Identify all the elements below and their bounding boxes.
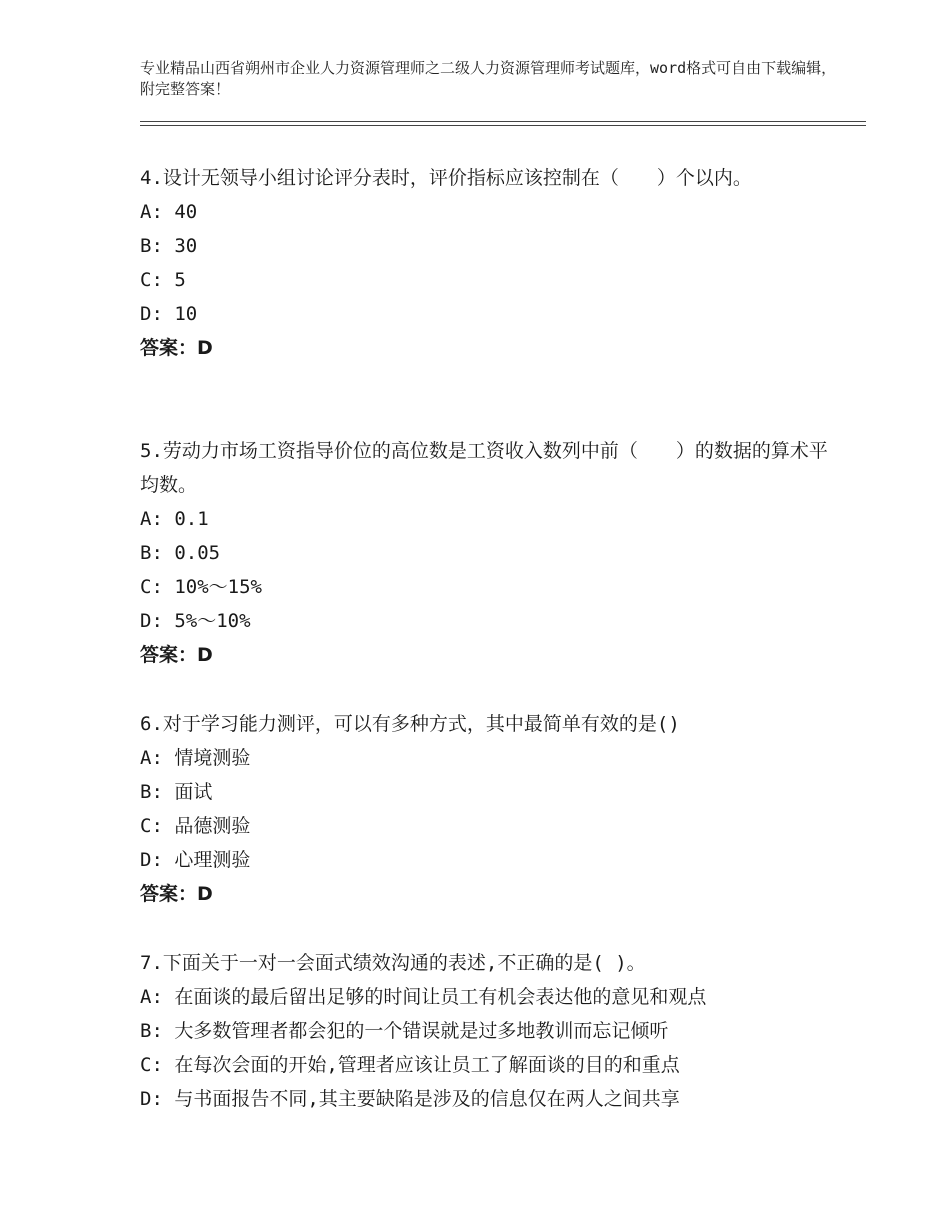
option-c: C: 在每次会面的开始,管理者应该让员工了解面谈的目的和重点: [140, 1054, 680, 1076]
question-5: [140, 434, 840, 672]
question-6: [140, 707, 840, 911]
option-d: D: 与书面报告不同,其主要缺陷是涉及的信息仅在两人之间共享: [140, 1088, 680, 1110]
option-d: D: 心理测验: [140, 849, 251, 871]
option-a: A: 在面谈的最后留出足够的时间让员工有机会表达他的意见和观点: [140, 986, 707, 1008]
question-text: 6.对于学习能力测评，可以有多种方式，其中最简单有效的是(): [140, 713, 680, 735]
question-text: 5.劳动力市场工资指导价位的高位数是工资收入数列中前（ ）的数据的算术平均数。: [140, 440, 828, 496]
document-header: 专业精品山西省朔州市企业人力资源管理师之二级人力资源管理师考试题库，word格式可自由下载编辑，附完整答案！: [140, 59, 837, 98]
question-text: 4.设计无领导小组讨论评分表时，评价指标应该控制在（ ）个以内。: [140, 167, 752, 189]
option-a: A: 40: [140, 201, 198, 223]
option-b: B: 面试: [140, 781, 213, 803]
option-b: B: 0.05: [140, 542, 221, 564]
option-a: A: 情境测验: [140, 747, 251, 769]
option-b: B: 大多数管理者都会犯的一个错误就是过多地教训而忘记倾听: [140, 1020, 669, 1042]
option-c: C: 10%～15%: [140, 576, 262, 598]
question-7: [140, 946, 840, 1116]
option-d: D: 5%～10%: [140, 610, 251, 632]
question-4: [140, 161, 840, 365]
option-b: B: 30: [140, 235, 198, 257]
answer: 答案：D: [140, 883, 213, 905]
answer: 答案：D: [140, 337, 213, 359]
question-text: 7.下面关于一对一会面式绩效沟通的表述,不正确的是( )。: [140, 952, 646, 974]
header-divider-bottom: [140, 125, 866, 126]
option-d: D: 10: [140, 303, 198, 325]
option-a: A: 0.1: [140, 508, 209, 530]
answer: 答案：D: [140, 644, 213, 666]
header-divider-top: [140, 121, 866, 122]
option-c: C: 品德测验: [140, 815, 251, 837]
option-c: C: 5: [140, 269, 186, 291]
